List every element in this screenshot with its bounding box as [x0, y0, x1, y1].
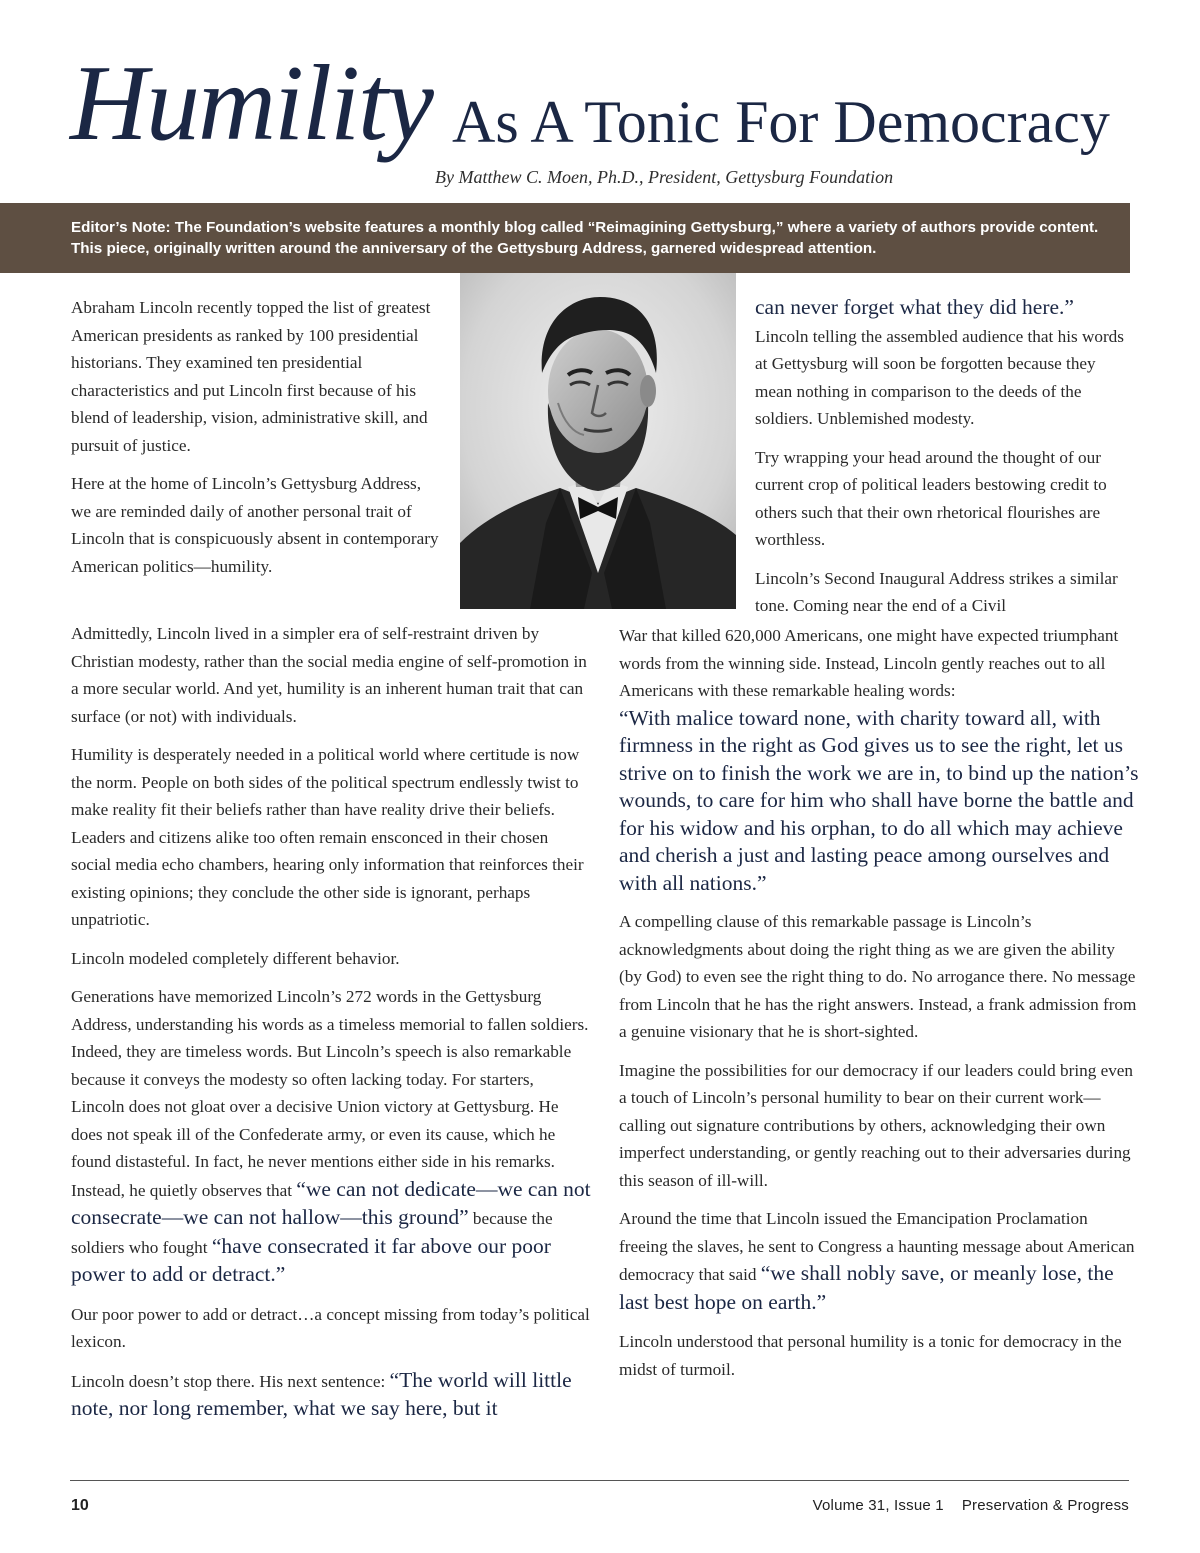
page-number: 10	[71, 1497, 89, 1514]
quote-consecrated: “have consecrated it far above our poor power to add or detract.”	[71, 1233, 551, 1286]
paragraph: Abraham Lincoln recently topped the list of greatest American presidents as ranked by 100 presidential historians. They examined ten presidential characteristics and put Lincoln first because of his blend of leadership, vision, administrative skill, and pursuit of justice.	[71, 298, 431, 455]
paragraph: Here at the home of Lincoln’s Gettysburg Address, we are reminded daily of another personal trait of Lincoln that is conspicuously absent in contemporary American politics—humility.	[71, 474, 439, 576]
footer-rule	[70, 1480, 1129, 1481]
paragraph: Lincoln modeled completely different behavior.	[71, 948, 400, 968]
text-run: because the soldiers who fought	[71, 1209, 553, 1257]
quote-second-inaugural: “With malice toward none, with charity toward all, with firmness in the right as God gives us to see the right, let us strive on to finish the work we are in, to bind up the nation’s wounds, to care for him who shall have borne the battle and for his widow and his orphan, to do all which may achieve and cherish a just and lasting peace among ourselves and with all nations.”	[619, 705, 1139, 895]
paragraph: War that killed 620,000 Americans, one might have expected triumphant words from the winning side. Instead, Lincoln gently reaches out to all Americans with these remarkable healing words:	[619, 626, 1119, 700]
right-column-top	[755, 294, 1135, 620]
quote-continuation	[755, 294, 1135, 323]
lincoln-portrait	[460, 273, 736, 609]
paragraph: Lincoln understood that personal humility is a tonic for democracy in the midst of turmoil.	[619, 1332, 1122, 1379]
text-run: Around the time that Lincoln issued the Emancipation Proclamation freeing the slaves, he sent to Congress a haunting message about American democracy that said	[619, 1209, 1135, 1284]
title-humility: Humility	[70, 44, 432, 163]
paragraph: Lincoln telling the assembled audience that his words at Gettysburg will soon be forgotten because they mean nothing in comparison to the deeds of the soldiers. Unblemished modesty.	[755, 326, 1124, 428]
paragraph: Our poor power to add or detract…a concept missing from today’s political lexicon.	[71, 1304, 590, 1351]
paragraph	[619, 1205, 1139, 1317]
left-column-top	[71, 294, 441, 591]
left-column-bottom	[71, 620, 591, 1435]
paragraph: Humility is desperately needed in a political world where certitude is now the norm. People on both sides of the political spectrum endlessly twist to make reality fit their beliefs rather than have reality drive their beliefs. Leaders and citizens alike too often remain ensconced in their chosen social media echo chambers, hearing only information that reinforces their existing opinions; they conclude the other side is ignorant, perhaps unpatriotic.	[71, 745, 584, 929]
editors-note-line-2: This piece, originally written around the anniversary of the Gettysburg Address, garnered widespread attention.	[71, 240, 877, 257]
quote-world-will-note: “The world will little note, nor long remember, what we say here, but it	[71, 1367, 572, 1420]
paragraph	[71, 1367, 591, 1424]
text-run: Generations have memorized Lincoln’s 272 words in the Gettysburg Address, understanding his words as a timeless memorial to fallen soldiers. Indeed, they are timeless words. But Lincoln’s speech is also remarkable because it conveys the modesty so often lacking today. For starters, Lincoln does not gloat over a decisive Union victory at Gettysburg. He does not speak ill of the Confederate army, or even its cause, which he found distasteful. In fact, he never mentions either side in his remarks. Instead, he quietly observes that	[71, 987, 589, 1200]
paragraph: A compelling clause of this remarkable passage is Lincoln’s acknowledgments about doing the right thing as we are given the ability (by God) to even see the right thing to do. No arrogance there. No message from Lincoln that he has the right answers. Instead, a frank admission from a genuine visionary that he is short-sighted.	[619, 912, 1137, 1041]
right-column-bottom	[619, 622, 1139, 1394]
text-run: Lincoln doesn’t stop there. His next sentence:	[71, 1371, 390, 1391]
issue-label: Volume 31, Issue 1	[812, 1497, 944, 1514]
byline: By Matthew C. Moen, Ph.D., President, Gettysburg Foundation	[435, 167, 894, 187]
quote-hallow: “we can not dedicate—we can not consecrate—we can not hallow—this ground”	[71, 1176, 591, 1229]
paragraph: Admittedly, Lincoln lived in a simpler era of self-restraint driven by Christian modesty, rather than the social media engine of self-promotion in a more secular world. And yet, humility is an inherent human trait that can surface (or not) with individuals.	[71, 624, 587, 726]
quote-last-best-hope: “we shall nobly save, or meanly lose, the last best hope on earth.”	[619, 1261, 1114, 1314]
publication-name: Preservation & Progress	[961, 1497, 1129, 1514]
quote-never-forget: can never forget what they did here.”	[755, 295, 1074, 319]
paragraph: Lincoln’s Second Inaugural Address strikes a similar tone. Coming near the end of a Civil	[755, 568, 1118, 615]
title-subtitle: As A Tonic For Democracy	[452, 89, 1110, 155]
paragraph	[71, 983, 591, 1290]
footer-publication-info	[813, 1497, 1129, 1514]
paragraph: Imagine the possibilities for our democracy if our leaders could bring even a touch of Lincoln’s personal humility to bear on their current work—calling out signature contributions by others, acknowledging their own imperfect understanding, or gently reaching out to their adversaries during this season of ill-will.	[619, 1060, 1134, 1190]
paragraph: Try wrapping your head around the thought of our current crop of political leaders bestowing credit to others such that their own rhetorical flourishes are worthless.	[755, 447, 1107, 549]
editors-note	[0, 203, 1130, 273]
editors-note-line-1: Editor’s Note: The Foundation’s website features a monthly blog called “Reimagining Gettysburg,” where a variety of authors provide content.	[71, 219, 1099, 236]
